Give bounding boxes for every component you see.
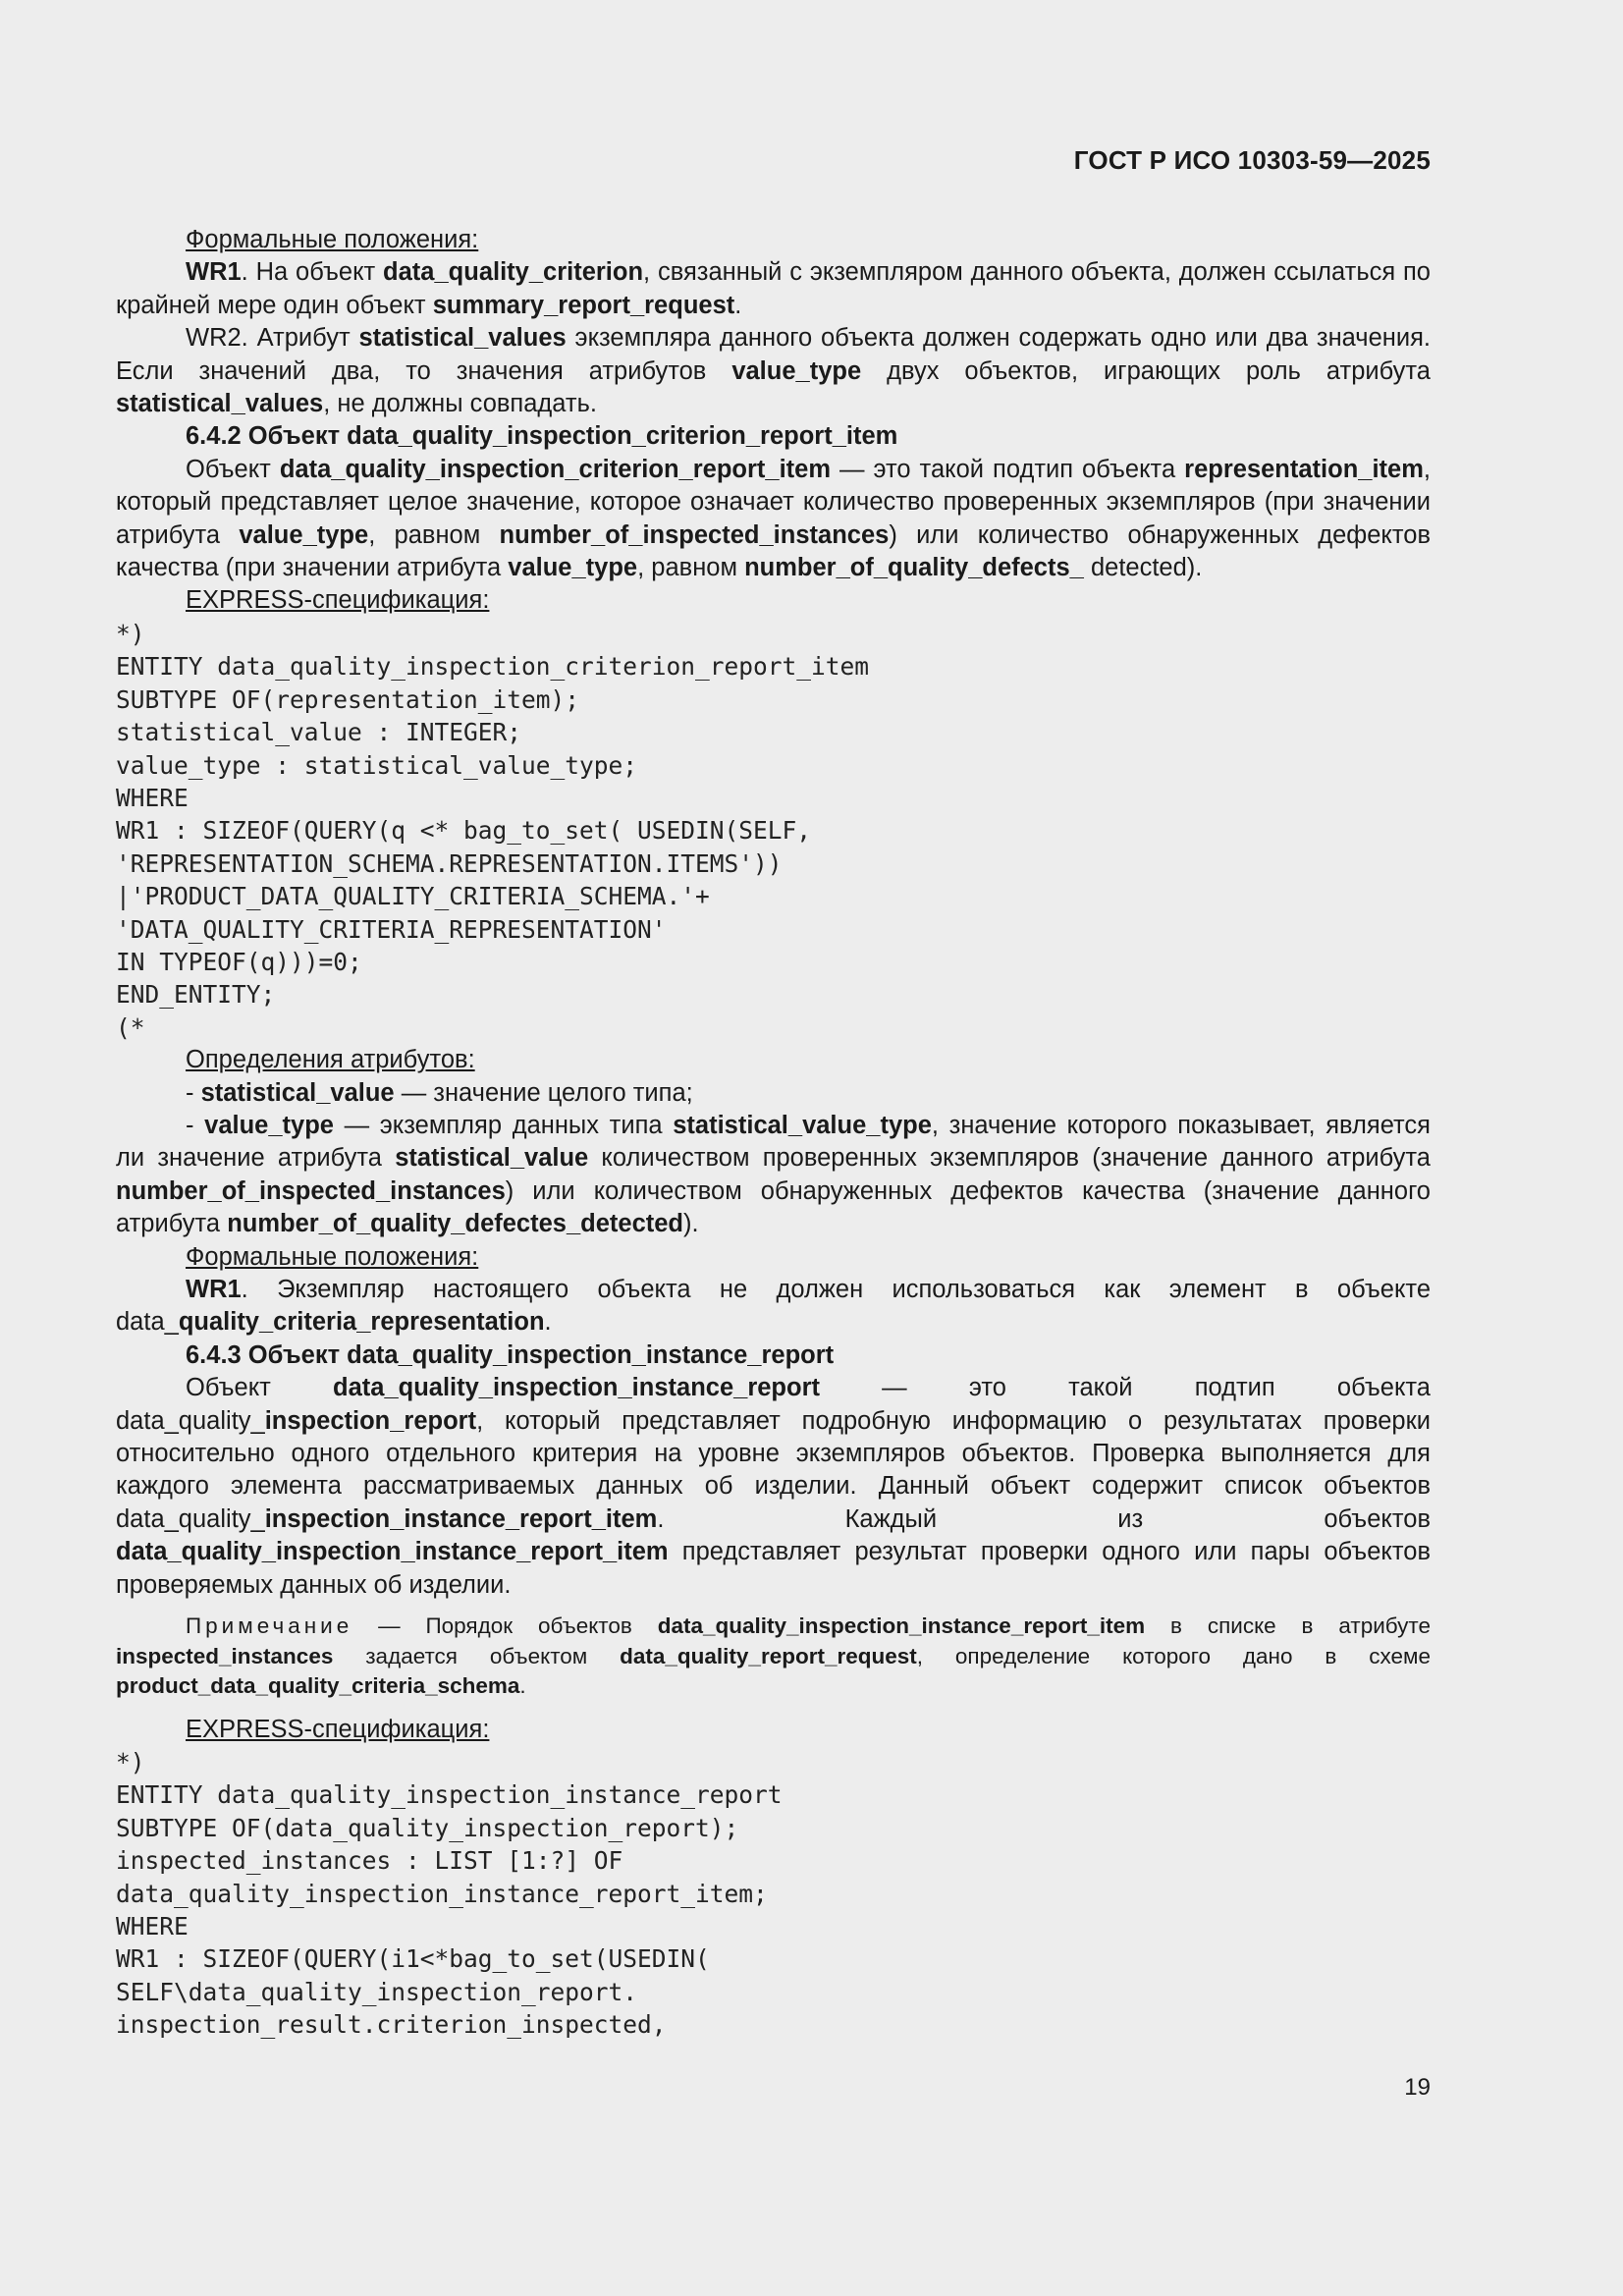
wr2-paragraph: WR2. Атрибут statistical_values экземпляра данного объекта должен содержать одно или два значения. Если значений два, то значения атрибутов value_type двух объектов, играющих роль атрибута statistical_values, не должны совпадать.: [116, 324, 1431, 418]
wr1-id: WR1: [186, 258, 242, 287]
express-code-block: *) ENTITY data_quality_inspection_instance_report SUBTYPE OF(data_quality_inspection_report); inspected_instances : LIST [1:?] OF data_quality_inspection_instance_report_item; WHERE WR1 : SIZEOF(QUERY(i1<*bag_to_set(USEDIN( SELF\data_quality_inspection_report. inspection_result.criterion_inspected,: [116, 1747, 783, 2040]
page-content: [116, 224, 1431, 2042]
note-paragraph: Примечание — Порядок объектов data_quality_inspection_instance_report_item в списке в атрибуте inspected_instances задается объектом data_quality_report_request, определение которого дано в схеме product_data_quality_criteria_schema.: [116, 1613, 1431, 1699]
formal-provisions-label: Формальные положения:: [186, 226, 479, 253]
wr1-paragraph: WR1. На объект data_quality_criterion, связанный с экземпляром данного объекта, должен ссылаться по крайней мере один объект summary_report_request.: [116, 258, 1431, 319]
wr1-paragraph: WR1. Экземпляр настоящего объекта не должен использоваться как элемент в объекте data_quality_criteria_representation.: [116, 1276, 1431, 1337]
attribute-definitions-label: Определения атрибутов:: [186, 1046, 475, 1074]
express-spec-label: EXPRESS-спецификация:: [186, 586, 490, 615]
express-spec-label: EXPRESS-спецификация:: [186, 1715, 490, 1743]
attribute-definition-item: - statistical_value — значение целого типа;: [186, 1078, 693, 1107]
attribute-definition-item: - value_type — экземпляр данных типа statistical_value_type, значение которого показывает, является ли значение атрибута statistical_value количеством проверенных экземпляров (значение данного атрибута number_of_inspected_instances) или количеством обнаруженных дефектов качества (значение данного атрибута number_of_quality_defectes_detected).: [116, 1111, 1431, 1238]
express-code-block: *) ENTITY data_quality_inspection_criterion_report_item SUBTYPE OF(representation_item); statistical_value : INTEGER; value_type : statistical_value_type; WHERE WR1 : SIZEOF(QUERY(q <* bag_to_set( USEDIN(SELF, 'REPRESENTATION_SCHEMA.REPRESENTATION.ITEMS')) |'PRODUCT_DATA_QUALITY_CRITERIA_SCHEMA.'+ 'DATA_QUALITY_CRITERIA_REPRESENTATION' IN TYPEOF(q)))=0; END_ENTITY; (*: [116, 619, 870, 1042]
section-6-4-3-description: Объект data_quality_inspection_instance_report — это такой подтип объекта data_quality_inspection_report, который представляет подробную информацию о результатах проверки относительно одного отдельного критерия на уровне экземпляров объектов. Проверка выполняется для каждого элемента рассматриваемых данных об изделии. Данный объект содержит список объектов data_quality_inspection_instance_report_item. Каждый из объектов data_quality_inspection_instance_report_item представляет результат проверки одного или пары объектов проверяемых данных об изделии.: [116, 1374, 1431, 1599]
note-label: Примечание: [186, 1613, 353, 1639]
section-6-4-2-description: Объект data_quality_inspection_criterion_report_item — это такой подтип объекта representation_item, который представляет целое значение, которое означает количество проверенных экземпляров (при значении атрибута value_type, равном number_of_inspected_instances) или количество обнаруженных дефектов качества (при значении атрибута value_type, равном number_of_quality_defects_ detected).: [116, 455, 1431, 582]
section-heading-6-4-2: 6.4.2 Объект data_quality_inspection_criterion_report_item: [186, 422, 898, 451]
wr1-id: WR1: [186, 1276, 242, 1303]
section-heading-6-4-3: 6.4.3 Объект data_quality_inspection_instance_report: [186, 1340, 835, 1369]
formal-provisions-label: Формальные положения:: [186, 1242, 479, 1271]
document-header-code: ГОСТ Р ИСО 10303-59—2025: [1073, 145, 1431, 175]
page-number: 19: [1404, 2074, 1431, 2101]
